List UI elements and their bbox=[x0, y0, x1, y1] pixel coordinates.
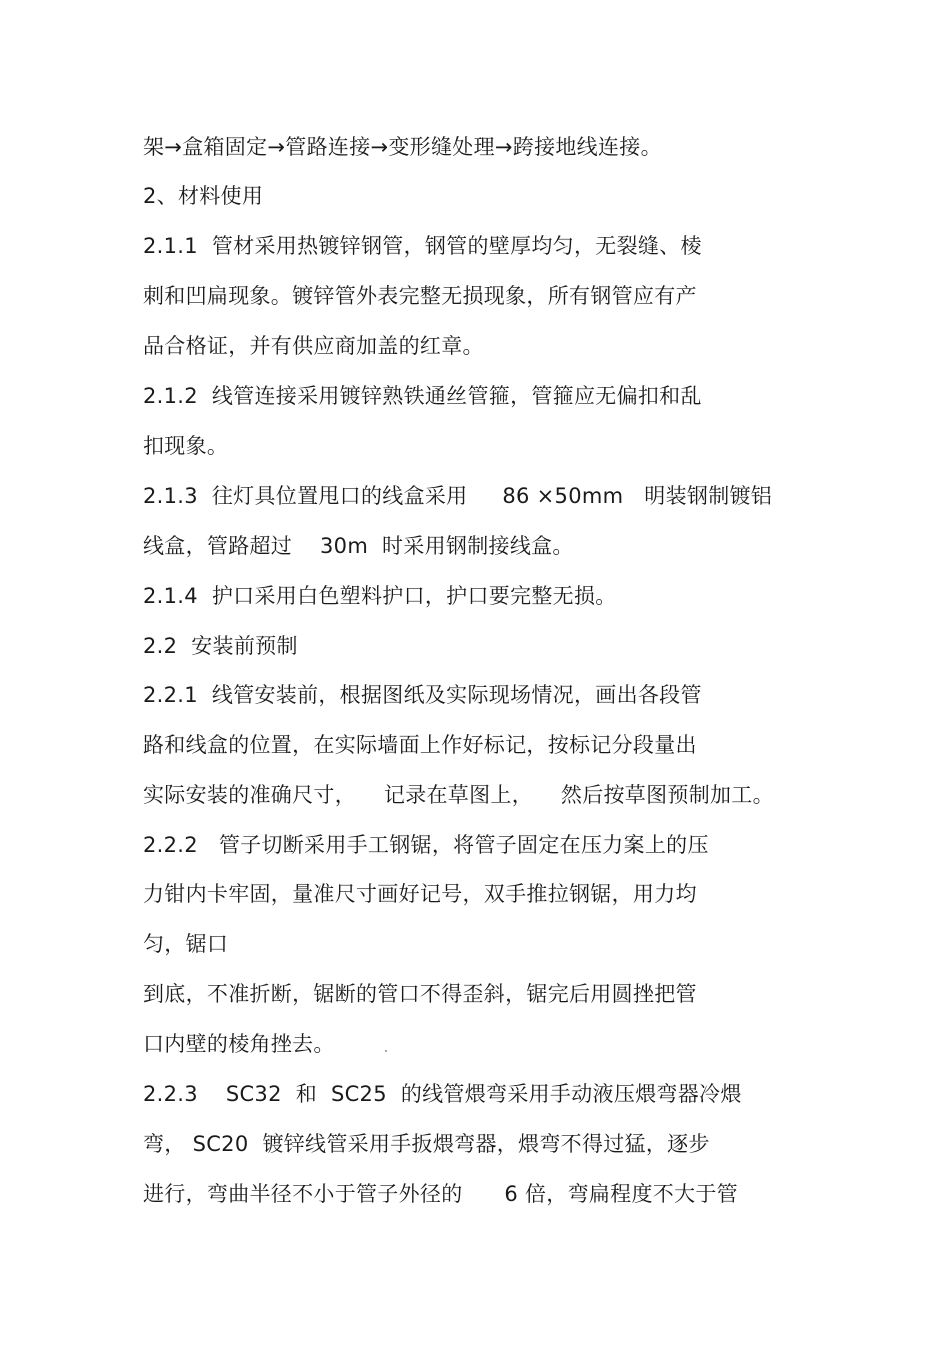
text-line: 匀，锯口 bbox=[143, 932, 229, 956]
text-line: 力钳内卡牢固，量准尺寸画好记号，双手推拉钢锯，用力均 bbox=[143, 882, 697, 906]
section-heading: 2.2 安装前预制 bbox=[143, 634, 298, 658]
text-line: 2.1.3 往灯具位置甩口的线盒采用 86 ×50mm 明装钢制镀铝 bbox=[143, 484, 773, 508]
scan-speck bbox=[385, 1050, 387, 1052]
text-line: 到底，不准折断，锯断的管口不得歪斜，锯完后用圆挫把管 bbox=[143, 982, 697, 1006]
text-line: 2.1.1 管材采用热镀锌钢管，钢管的壁厚均匀，无裂缝、棱 bbox=[143, 234, 702, 258]
text-line: 2.2.2 管子切断采用手工钢锯，将管子固定在压力案上的压 bbox=[143, 833, 709, 857]
text-line: 实际安装的准确尺寸， 记录在草图上， 然后按草图预制加工。 bbox=[143, 783, 774, 807]
text-line: 2.2.1 线管安装前，根据图纸及实际现场情况，画出各段管 bbox=[143, 683, 702, 707]
text-line: 2.2.3 SC32 和 SC25 的线管煨弯采用手动液压煨弯器冷煨 bbox=[143, 1082, 742, 1106]
text-line: 2.1.2 线管连接采用镀锌熟铁通丝管箍，管箍应无偏扣和乱 bbox=[143, 384, 702, 408]
section-heading: 2、材料使用 bbox=[143, 184, 264, 208]
text-line: 扣现象。 bbox=[143, 434, 229, 458]
text-line: 线盒，管路超过 30m 时采用钢制接线盒。 bbox=[143, 534, 574, 558]
text-line: 路和线盒的位置，在实际墙面上作好标记，按标记分段量出 bbox=[143, 733, 697, 757]
text-line: 品合格证，并有供应商加盖的红章。 bbox=[143, 334, 484, 358]
text-line: 刺和凹扁现象。镀锌管外表完整无损现象，所有钢管应有产 bbox=[143, 284, 697, 308]
text-line: 口内壁的棱角挫去。 bbox=[143, 1032, 335, 1056]
text-line: 2.1.4 护口采用白色塑料护口，护口要完整无损。 bbox=[143, 584, 617, 608]
text-line: 弯， SC20 镀锌线管采用手扳煨弯器，煨弯不得过猛，逐步 bbox=[143, 1132, 710, 1156]
text-line: 进行，弯曲半径不小于管子外径的 6 倍，弯扁程度不大于管 bbox=[143, 1182, 738, 1206]
text-line: 架→盒箱固定→管路连接→变形缝处理→跨接地线连接。 bbox=[143, 135, 662, 159]
